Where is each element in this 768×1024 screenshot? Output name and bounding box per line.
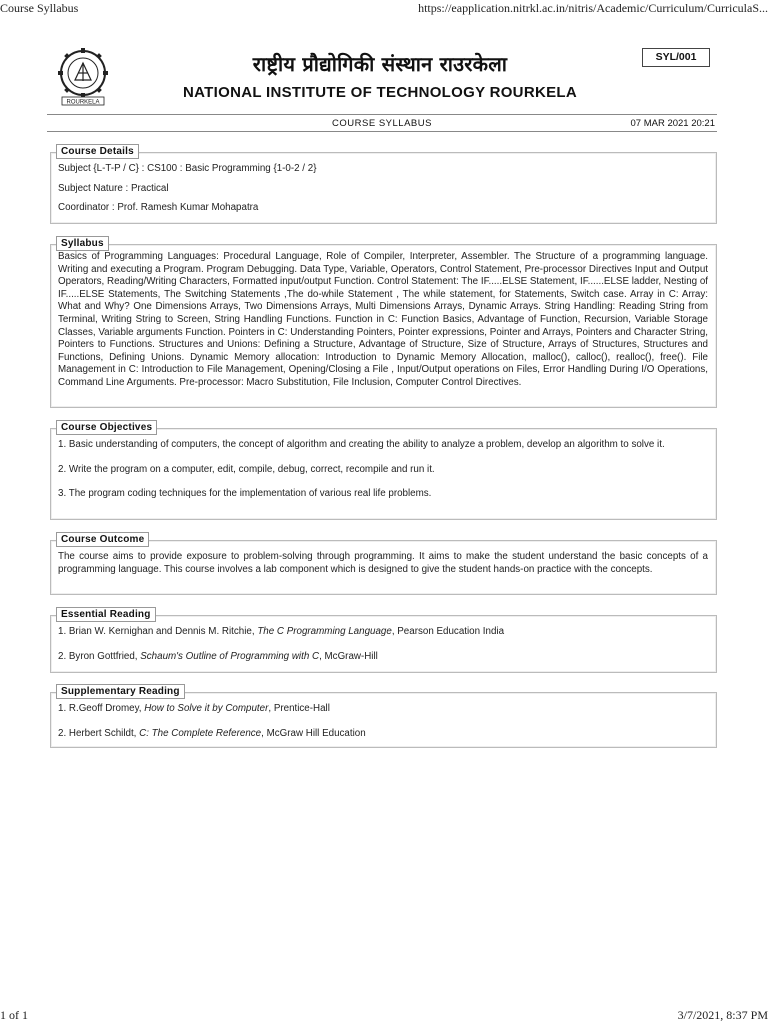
course-details-box	[50, 152, 717, 224]
reading-author: 2. Byron Gottfried,	[58, 650, 141, 662]
logo-text: ROURKELA	[66, 99, 100, 106]
syllabus-box	[50, 244, 717, 408]
course-details-heading: Course Details	[56, 144, 139, 159]
essential-reading-heading: Essential Reading	[56, 607, 156, 622]
supplementary-reading-box	[50, 692, 717, 748]
print-header	[0, 0, 768, 16]
objective-item: 2. Write the program on a computer, edit, compile, debug, correct, recompile and run it.	[58, 463, 435, 475]
essential-reading-box	[50, 615, 717, 673]
document-title: COURSE SYLLABUS	[332, 118, 432, 129]
institute-name-hindi: राष्ट्रीय प्रौद्योगिकी संस्थान राउरकेला	[252, 52, 508, 76]
print-header-title: Course Syllabus	[0, 1, 79, 15]
print-header-url: https://eapplication.nitrkl.ac.in/nitris/Academic/Curriculum/CurriculaS...	[418, 1, 768, 15]
subject-nature: Subject Nature : Practical	[58, 182, 169, 194]
course-objectives-heading: Course Objectives	[56, 420, 157, 435]
reading-title: The C Programming Language	[257, 626, 392, 637]
reading-publisher: , Prentice-Hall	[268, 703, 330, 714]
nit-rourkela-logo	[56, 47, 110, 107]
print-timestamp: 3/7/2021, 8:37 PM	[677, 1008, 768, 1022]
reading-publisher: , McGraw-Hill	[319, 650, 378, 662]
supplementary-reading-heading: Supplementary Reading	[56, 684, 185, 699]
reading-author: 1. Brian W. Kernighan and Dennis M. Ritchie,	[58, 626, 258, 637]
reading-author: 2. Herbert Schildt,	[58, 727, 140, 739]
course-details-section	[50, 144, 717, 224]
reading-item	[58, 651, 708, 664]
reading-item	[58, 728, 708, 741]
course-outcome-box	[50, 540, 717, 595]
subject-line: Subject {L-T-P / C} : CS100 : Basic Programming {1-0-2 / 2}	[58, 163, 317, 174]
course-outcome-heading: Course Outcome	[56, 532, 149, 547]
document-code: SYL/001	[642, 48, 710, 67]
page-count: 1 of 1	[0, 1008, 28, 1022]
institute-name-english: NATIONAL INSTITUTE OF TECHNOLOGY ROURKELA	[183, 84, 577, 101]
course-outcome-section	[50, 532, 717, 595]
reading-publisher: , Pearson Education India	[391, 626, 505, 637]
reading-item	[58, 703, 708, 716]
reading-title: Schaum's Outline of Programming with C	[140, 650, 320, 662]
course-objectives-box	[50, 428, 717, 520]
meta-bar	[47, 114, 717, 132]
syllabus-text: Basics of Programming Languages: Procedural Language, Role of Compiler, Interpreter, Assembler. The Structure of a programming language. Writing and executing a Program. Program Debugging. Data Type, Variable, Operators, Control Statement, Pre-processor Directives Input and Output Operators, Reading/Writing Characters, Formatted input/output Function. Control Statement: The IF.....ELSE Statement, IF......ELSE ladder, Nesting of IF.....ELSE Statements, The Switching Statements ,The do-while Statement , The while statement, for Statements, Switch case. Array in C: Array: What and Why? One Dimensions Arrays, Two Dimensions Arrays, Multi Dimensions Arrays, Dynamic Arrays. String Handling: Reading String from Terminal, Writing String to Screen, String Handling Functions. Function in C: Function Basics, Advantage of Function, Recursion, Variable Storage Classes, Variable arguments Function. Pointers in C: Understanding Pointers, Pointer expressions, Pointer and Arrays, Pointers and Character String, Pointers to Functions. Structures and Unions: Defining a Structure, Advantage of Structure, Size of Structure, Arrays of Structures, Structures and Functions, Defining Unions. Dynamic Memory allocation: Introduction to Dynamic Memory Allocation, malloc(), calloc(), realloc(), free(). File Management in C: Introduction to File Management, Opening/Closing a File , Input/Output operations on Files, Error Handling During I/O Operations, Command Line Arguments. Pre-processor: Macro Substitution, File Inclusion, Computer Control Directives.	[58, 251, 708, 388]
objective-item: 3. The program coding techniques for the implementation of various real life problems.	[58, 488, 432, 500]
reading-title: C: The Complete Reference	[139, 727, 262, 739]
syllabus-heading: Syllabus	[56, 236, 109, 251]
print-footer	[0, 1008, 768, 1024]
course-objectives-section	[50, 420, 717, 520]
reading-item	[58, 626, 708, 639]
coordinator: Coordinator : Prof. Ramesh Kumar Mohapatra	[58, 202, 259, 214]
reading-publisher: , McGraw Hill Education	[261, 727, 366, 739]
syllabus-section	[50, 236, 717, 408]
document-datetime: 07 MAR 2021 20:21	[630, 118, 715, 129]
supplementary-reading-section	[50, 684, 717, 748]
reading-author: 1. R.Geoff Dromey,	[58, 703, 145, 714]
objective-item: 1. Basic understanding of computers, the concept of algorithm and creating the ability to analyze a problem, develop an algorithm to solve it.	[58, 439, 665, 450]
reading-title: How to Solve it by Computer	[144, 703, 269, 714]
essential-reading-section	[50, 607, 717, 673]
course-outcome-text: The course aims to provide exposure to problem-solving through programming. It aims to make the student understand the basic concepts of a programming language. This course involves a lab component which is designed to give the student hands-on practice with the concepts.	[58, 551, 708, 575]
